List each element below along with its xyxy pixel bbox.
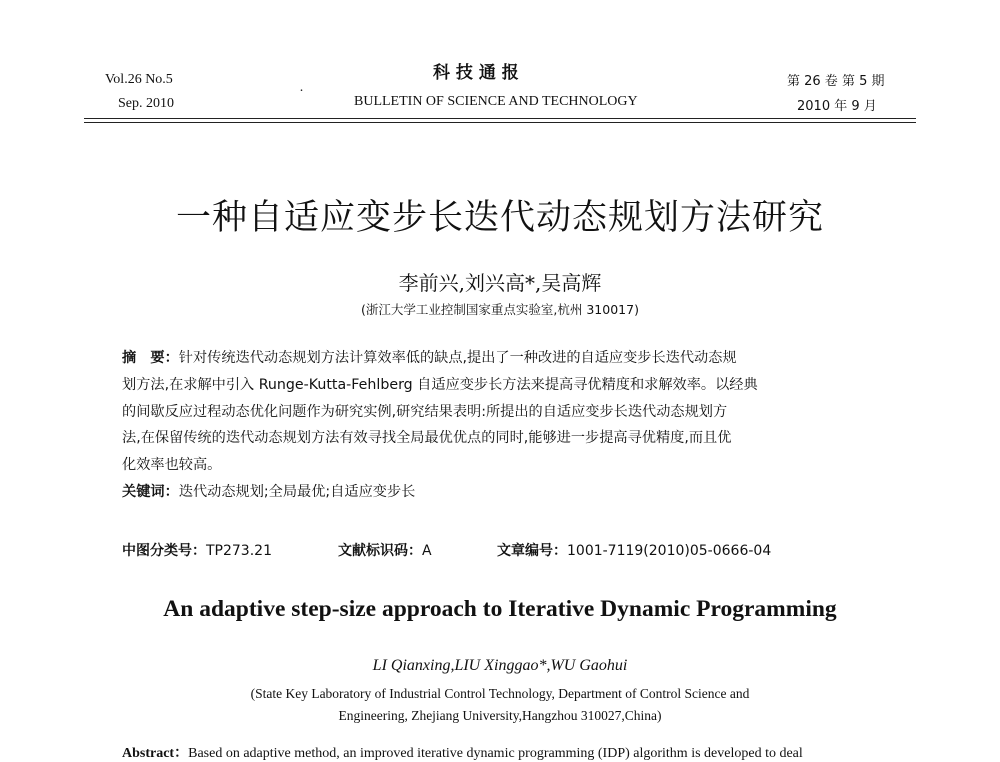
issue-date-en: Sep. 2010	[118, 96, 174, 111]
affiliation-en-line-2: Engineering, Zhejiang University,Hangzhou 310027,China)	[338, 708, 662, 723]
abstract-en-label: Abstract：	[122, 746, 189, 761]
doc-code-label: 文献标识码：	[338, 543, 422, 559]
header-rule-bottom	[84, 122, 916, 123]
article-no-value: 1001-7119(2010)05-0666-04	[567, 543, 772, 559]
article-number	[497, 540, 771, 560]
abstract-cn-label: 摘 要：	[122, 350, 179, 366]
journal-title-cn: 科 技 通 报	[433, 63, 519, 83]
keywords-label: 关键词：	[122, 483, 179, 500]
affiliation-en	[0, 683, 1000, 727]
abstract-en-text: Based on adaptive method, an improved iterative dynamic programming (IDP) algorithm is developed to deal	[188, 746, 803, 761]
affiliation-cn: (浙江大学工业控制国家重点实验室,杭州 310017)	[361, 302, 639, 317]
abstract-cn-line-2: 划方法,在求解中引入 Runge-Kutta-Fehlberg 自适应变步长方法来提高寻优精度和求解效率。以经典	[122, 376, 758, 393]
authors-cn: 李前兴,刘兴高*,吴高辉	[398, 271, 602, 295]
abstract-cn-text: 针对传统迭代动态规划方法计算效率低的缺点,提出了一种改进的自适应变步长迭代动态规	[178, 350, 737, 366]
volume-number-cn: 第 26 卷 第 5 期	[787, 74, 885, 89]
authors-en: LI Qianxing,LIU Xinggao*,WU Gaohui	[372, 657, 628, 674]
journal-title-en: BULLETIN OF SCIENCE AND TECHNOLOGY	[354, 94, 638, 109]
paper-title-en: An adaptive step-size approach to Iterative Dynamic Programming	[163, 596, 837, 622]
keywords-text: 迭代动态规划;全局最优;自适应变步长	[178, 483, 416, 500]
clc-label: 中图分类号：	[122, 543, 206, 559]
keywords	[122, 479, 892, 506]
abstract-cn-line-1	[122, 345, 892, 372]
header-marker: ˙	[298, 88, 305, 104]
classification-row	[122, 540, 272, 560]
volume-number: Vol.26 No.5	[105, 72, 173, 87]
paper-title-cn: 一种自适应变步长迭代动态规划方法研究	[175, 198, 824, 238]
article-no-label: 文章编号：	[497, 543, 567, 559]
abstract-en	[122, 742, 803, 762]
doc-code-value: A	[422, 543, 432, 559]
issue-date-cn: 2010 年 9 月	[797, 99, 877, 114]
abstract-cn-line-5: 化效率也较高。	[122, 457, 222, 474]
abstract-cn-line-3: 的间歇反应过程动态优化问题作为研究实例,研究结果表明:所提出的自适应变步长迭代动态规划方	[122, 403, 728, 420]
abstract-cn	[122, 345, 892, 506]
doc-code	[338, 540, 432, 560]
abstract-cn-line-4: 法,在保留传统的迭代动态规划方法有效寻找全局最优优点的同时,能够进一步提高寻优精度,而且优	[122, 430, 732, 447]
clc-value: TP273.21	[206, 543, 272, 559]
affiliation-en-line-1: (State Key Laboratory of Industrial Control Technology, Department of Control Science and	[250, 686, 750, 701]
header-rule-top	[84, 118, 916, 119]
